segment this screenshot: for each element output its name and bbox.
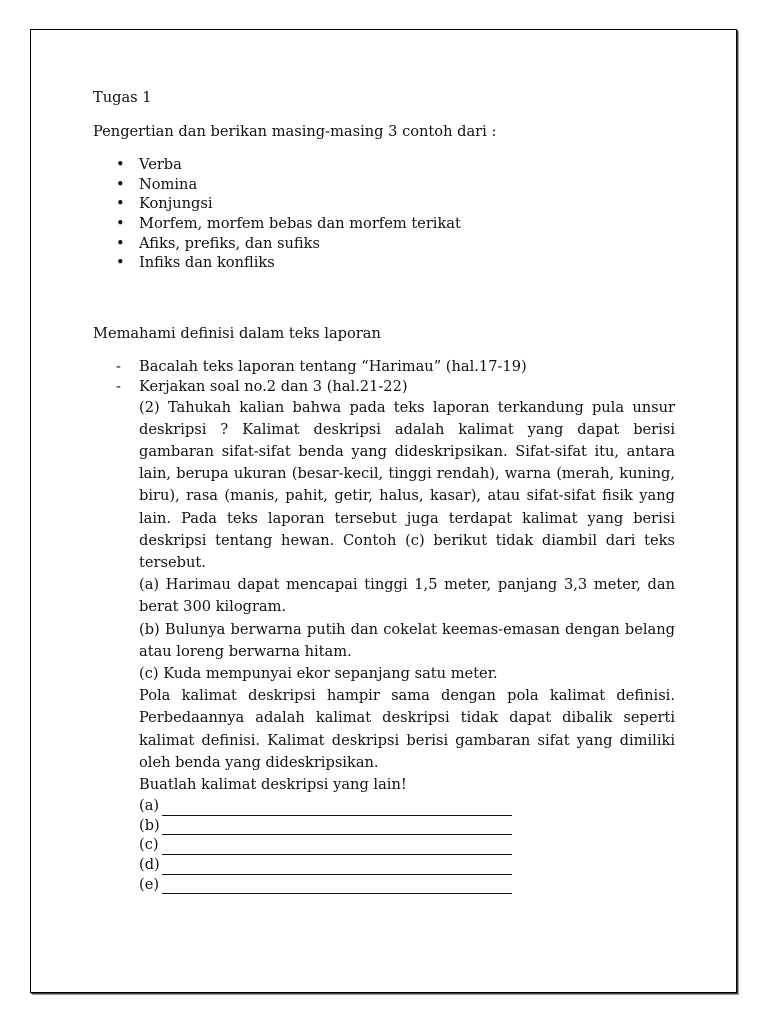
dash-icon: -: [116, 358, 121, 376]
answer-blank: [162, 839, 512, 855]
bullet-icon: •: [116, 254, 125, 272]
example-a: (a) Harimau dapat mencapai tinggi 1,5 meter, panjang 3,3 meter, dan berat 300 kilogram.: [139, 576, 675, 616]
answer-line: (b): [139, 816, 675, 836]
answer-line: (a): [139, 796, 675, 816]
bullet-icon: •: [116, 175, 125, 193]
bullet-icon: •: [116, 234, 125, 252]
list-item: - Kerjakan soal no.2 dan 3 (hal.21-22): [116, 377, 408, 395]
answer-line: (c): [139, 835, 675, 855]
answer-blank: [162, 878, 512, 894]
list-item: • Nomina: [116, 175, 198, 193]
explanation-paragraph: Pola kalimat deskripsi hampir sama dengan pola kalimat definisi. Perbedaannya adalah kalimat deskripsi tidak dapat dibalik seperti kalimat definisi. Kalimat deskripsi berisi gambaran sifat yang dimiliki oleh benda yang dideskripsikan.: [139, 687, 675, 771]
list-item: • Infiks dan konfliks: [116, 254, 275, 272]
answer-line: (d): [139, 855, 675, 875]
question-body: [93, 397, 675, 797]
answer-lines: [93, 796, 675, 894]
list-item: • Afiks, prefiks, dan sufiks: [116, 234, 320, 252]
list-item: • Morfem, morfem bebas dan morfem terikat: [116, 214, 461, 232]
list-item: • Konjungsi: [116, 195, 213, 213]
list-item: • Verba: [116, 156, 182, 174]
answer-line: (e): [139, 875, 675, 895]
section-heading: Memahami definisi dalam teks laporan: [93, 324, 381, 342]
answer-blank: [162, 819, 512, 835]
bullet-icon: •: [116, 214, 125, 232]
list-item: - Bacalah teks laporan tentang “Harimau” (hal.17-19): [116, 358, 527, 376]
document-page: [30, 29, 737, 993]
answer-blank: [162, 800, 512, 816]
instruction: Buatlah kalimat deskripsi yang lain!: [139, 775, 407, 793]
example-b: (b) Bulunya berwarna putih dan cokelat keemas-emasan dengan belang atau loreng berwarna hitam.: [139, 620, 675, 660]
assignment-intro: Pengertian dan berikan masing-masing 3 contoh dari :: [93, 122, 497, 140]
dash-icon: -: [116, 377, 121, 395]
topic-list: [93, 155, 675, 273]
bullet-icon: •: [116, 156, 125, 174]
assignment-title: Tugas 1: [93, 89, 152, 106]
bullet-icon: •: [116, 195, 125, 213]
question-paragraph: (2) Tahukah kalian bahwa pada teks laporan terkandung pula unsur deskripsi ? Kalimat deskripsi adalah kalimat yang dapat berisi gambaran sifat-sifat benda yang dideskripsikan. Sifat-sifat itu, antara lain, berupa ukuran (besar-kecil, tinggi rendah), warna (merah, kuning, biru), rasa (manis, pahit, getir, halus, kasar), atau sifat-sifat fisik yang lain. Pada teks laporan tersebut juga terdapat kalimat yang berisi deskripsi tentang hewan. Contoh (c) berikut tidak diambil dari teks tersebut.: [139, 398, 675, 571]
document-content: [93, 88, 675, 894]
task-list: [93, 357, 675, 396]
answer-blank: [162, 859, 512, 875]
example-c: (c) Kuda mempunyai ekor sepanjang satu meter.: [139, 664, 498, 682]
